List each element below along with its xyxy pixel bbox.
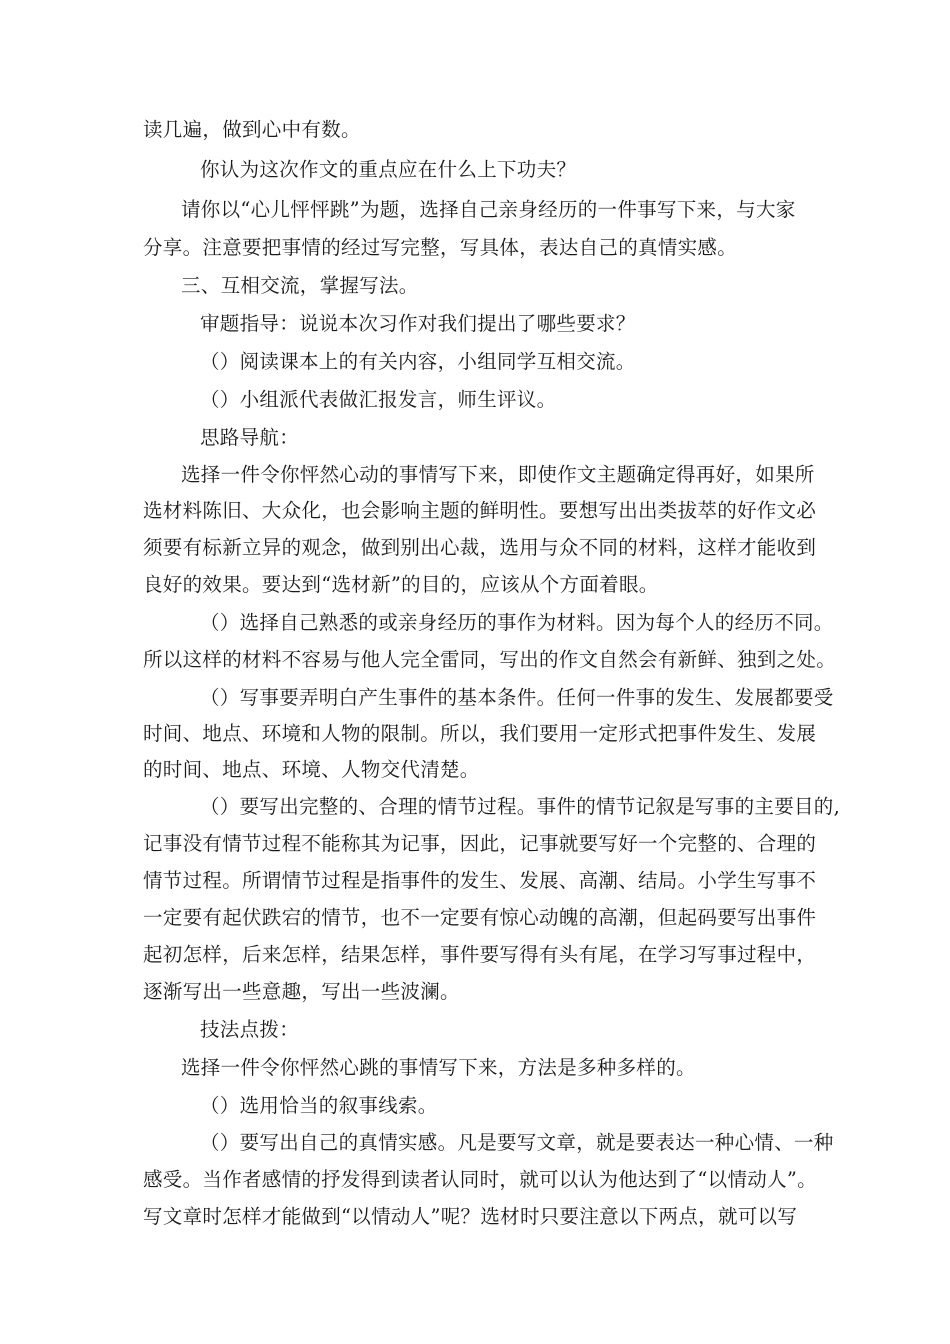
text-line: 请你以“心儿怦怦跳”为题，选择自己亲身经历的一件事写下来，与大家 — [181, 198, 796, 221]
text-line: 良好的效果。要达到“选材新”的目的，应该从个方面着眼。 — [143, 573, 659, 596]
text-line: 须要有标新立异的观念，做到别出心裁，选用与众不同的材料，这样才能收到 — [143, 536, 817, 559]
subheading: 思路导航： — [200, 426, 300, 449]
text-line: 起初怎样，后来怎样，结果怎样，事件要写得有头有尾，在学习写事过程中， — [143, 943, 817, 966]
text-line: （）阅读课本上的有关内容，小组同学互相交流。 — [200, 350, 636, 373]
text-line: 选择一件令你怦然心动的事情写下来，即使作文主题确定得再好，如果所 — [181, 463, 815, 486]
text-line: 写文章时怎样才能做到“以情动人”呢？选材时只要注意以下两点，就可以写 — [143, 1205, 798, 1228]
text-line: 读几遍，做到心中有数。 — [143, 118, 361, 141]
text-line: 所以这样的材料不容易与他人完全雷同，写出的作文自然会有新鲜、独到之处。 — [143, 648, 837, 671]
text-line: （）写事要弄明白产生事件的基本条件。任何一件事的发生、发展都要受 — [200, 686, 834, 709]
text-line: 选材料陈旧、大众化，也会影响主题的鲜明性。要想写出出类拔萃的好作文必 — [143, 499, 817, 522]
text-line: （）选用恰当的叙事线索。 — [200, 1094, 438, 1117]
text-line: 选择一件令你怦然心跳的事情写下来，方法是多种多样的。 — [181, 1056, 696, 1079]
text-line: 记事没有情节过程不能称其为记事，因此，记事就要写好一个完整的、合理的 — [143, 832, 817, 855]
text-line: 感受。当作者感情的抒发得到读者认同时，就可以认为他达到了“以情动人”。 — [143, 1168, 817, 1191]
text-line: 的时间、地点、环境、人物交代清楚。 — [143, 758, 480, 781]
text-line: 一定要有起伏跌宕的情节，也不一定要有惊心动魄的高潮，但起码要写出事件 — [143, 906, 817, 929]
text-line: （）小组派代表做汇报发言，师生评议。 — [200, 388, 557, 411]
text-line: 时间、地点、环境和人物的限制。所以，我们要用一定形式把事件发生、发展 — [143, 722, 817, 745]
text-line: （）要写出自己的真情实感。凡是要写文章，就是要表达一种心情、一种 — [200, 1131, 834, 1154]
section-heading: 三、互相交流，掌握写法。 — [181, 274, 419, 297]
subheading: 技法点拨： — [200, 1018, 300, 1041]
text-line: 逐渐写出一些意趣，写出一些波澜。 — [143, 980, 460, 1003]
text-line: （）要写出完整的、合理的情节过程。事件的情节记叙是写事的主要目的, — [200, 795, 841, 818]
text-line: （）选择自己熟悉的或亲身经历的事作为材料。因为每个人的经历不同。 — [200, 611, 834, 634]
text-line: 审题指导：说说本次习作对我们提出了哪些要求？ — [200, 312, 636, 335]
text-line: 分享。注意要把事情的经过写完整，写具体，表达自己的真情实感。 — [143, 236, 738, 259]
text-line: 情节过程。所谓情节过程是指事件的发生、发展、高潮、结局。小学生写事不 — [143, 869, 817, 892]
text-line: 你认为这次作文的重点应在什么上下功夫？ — [200, 158, 577, 181]
